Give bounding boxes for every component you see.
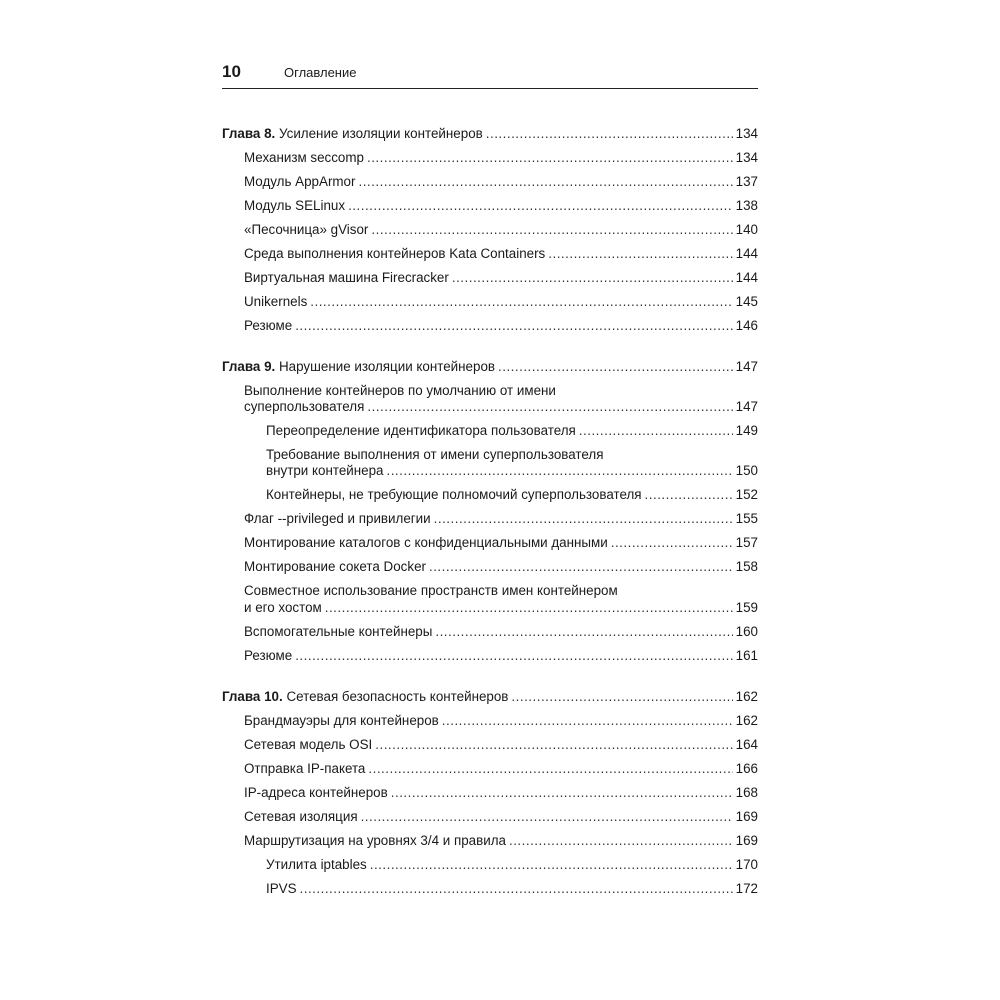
toc-page-number: 144 [735,246,758,261]
toc-page-number: 134 [735,126,758,141]
toc-entry-title-line1: Выполнение контейнеров по умолчанию от имени [244,383,556,398]
leader-dots [348,198,733,214]
toc-entry-title: Резюме [244,648,293,663]
toc-entry-title: Резюме [244,318,293,333]
leader-dots [434,511,733,527]
toc-page-number: 157 [735,535,758,550]
leader-dots [295,648,732,664]
toc-entry[interactable] [244,833,758,849]
leader-dots [310,294,732,310]
chapter-title: Нарушение изоляции контейнеров [279,359,496,374]
leader-dots [429,559,733,575]
toc-entry[interactable] [244,713,758,729]
toc-entry-title: Брандмауэры для контейнеров [244,713,439,728]
leader-dots [548,246,732,262]
chapter-label: Глава 9. [222,359,276,374]
toc-entry-title: Монтирование каталогов с конфиденциальными данными [244,535,608,550]
page-number: 10 [222,62,241,81]
toc-entry[interactable] [244,511,758,527]
toc-page-number: 137 [735,174,758,189]
toc-page-number: 166 [735,761,758,776]
toc-chapter-8[interactable] [222,126,758,142]
toc-page-number: 155 [735,511,758,526]
toc-entry[interactable] [244,648,758,664]
toc-entry[interactable] [244,600,758,616]
leader-dots [325,600,733,616]
toc-entry-title: Сетевая изоляция [244,809,358,824]
leader-dots [375,737,732,753]
toc-entry[interactable] [244,624,758,640]
toc-page-number: 158 [735,559,758,574]
toc-subentry[interactable] [266,881,758,897]
running-title: Оглавление [284,65,357,80]
leader-dots [367,399,732,415]
toc-entry[interactable] [244,809,758,825]
leader-dots [361,809,733,825]
toc-entry-title-line1: Совместное использование пространств имен контейнером [244,583,618,598]
toc-entry[interactable] [244,318,758,334]
toc-page-number: 172 [735,881,758,896]
toc-entry-title: IP-адреса контейнеров [244,785,388,800]
toc-page-number: 159 [735,600,758,615]
toc-entry[interactable] [244,198,758,214]
toc-page-number: 140 [735,222,758,237]
toc-page-number: 152 [735,487,758,502]
toc-page-number: 169 [735,833,758,848]
toc-subentry[interactable] [266,423,758,439]
toc-entry-title: Сетевая модель OSI [244,737,373,752]
toc-entry[interactable] [244,222,758,238]
toc-entry[interactable] [244,399,758,415]
leader-dots [509,833,733,849]
chapter-label: Глава 8. [222,126,276,141]
toc-page-number: 169 [735,809,758,824]
toc-entry[interactable] [244,559,758,575]
leader-dots [386,463,732,479]
toc-subentry[interactable] [266,857,758,873]
toc-page-number: 162 [735,689,758,704]
leader-dots [371,222,732,238]
toc-entry[interactable] [244,246,758,262]
leader-dots [645,487,733,503]
toc-chapter-10[interactable] [222,689,758,705]
toc-entry-title: Механизм seccomp [244,150,364,165]
toc-entry[interactable] [244,294,758,310]
leader-dots [368,761,732,777]
leader-dots [370,857,733,873]
toc-entry[interactable] [244,150,758,166]
toc-page-number: 168 [735,785,758,800]
toc-page-number: 170 [735,857,758,872]
toc-page-number: 162 [735,713,758,728]
toc-entry-title: Переопределение идентификатора пользователя [266,423,576,438]
leader-dots [442,713,733,729]
toc-entry-title: IPVS [266,881,297,896]
toc-entry[interactable] [244,270,758,286]
toc-entry-title: Среда выполнения контейнеров Kata Containers [244,246,546,261]
leader-dots [367,150,733,166]
toc-entry[interactable] [244,174,758,190]
toc-chapter-9[interactable] [222,359,758,375]
leader-dots [435,624,732,640]
toc-entry-title: «Песочница» gVisor [244,222,369,237]
toc-entry[interactable] [244,535,758,551]
toc-page-number: 144 [735,270,758,285]
leader-dots [579,423,733,439]
toc-entry-title: Маршрутизация на уровнях 3/4 и правила [244,833,506,848]
toc-page-number: 149 [735,423,758,438]
toc-page-number: 150 [735,463,758,478]
toc-subentry[interactable] [266,487,758,503]
leader-dots [486,126,733,142]
leader-dots [452,270,733,286]
toc-subentry[interactable] [266,463,758,479]
chapter-title: Усиление изоляции контейнеров [279,126,483,141]
toc-page-number: 145 [735,294,758,309]
toc-entry-title: Флаг --privileged и привилегии [244,511,431,526]
toc-entry-title: Монтирование сокета Docker [244,559,426,574]
toc-entry-title: Вспомогательные контейнеры [244,624,433,639]
leader-dots [358,174,732,190]
chapter-label: Глава 10. [222,689,283,704]
leader-dots [300,881,733,897]
toc-page-number: 164 [735,737,758,752]
toc-entry-title: Виртуальная машина Firecracker [244,270,449,285]
toc-entry-title: Контейнеры, не требующие полномочий суперпользователя [266,487,642,502]
toc-page-number: 147 [735,359,758,374]
toc-entry-title: Отправка IP-пакета [244,761,366,776]
toc-page-number: 146 [735,318,758,333]
leader-dots [391,785,733,801]
toc-entry-title: Модуль SELinux [244,198,346,213]
toc-entry[interactable] [244,761,758,777]
chapter-title: Сетевая безопасность контейнеров [286,689,509,704]
toc-entry-title: суперпользователя [244,399,365,414]
toc-page-number: 161 [735,648,758,663]
toc-entry-title-line1: Требование выполнения от имени суперпользователя [266,447,604,462]
toc-page-number: 160 [735,624,758,639]
toc-entry-title: и его хостом [244,600,322,615]
leader-dots [295,318,732,334]
toc-entry[interactable] [244,737,758,753]
toc-entry-title: Утилита iptables [266,857,367,872]
leader-dots [498,359,733,375]
toc-entry-title: Модуль AppArmor [244,174,356,189]
toc-entry-title: внутри контейнера [266,463,384,478]
toc-page-number: 134 [735,150,758,165]
toc-page-number: 147 [735,399,758,414]
toc-page-number: 138 [735,198,758,213]
toc-entry-title: Unikernels [244,294,308,309]
leader-dots [611,535,733,551]
toc-entry[interactable] [244,785,758,801]
leader-dots [511,689,732,705]
running-header [222,62,758,89]
